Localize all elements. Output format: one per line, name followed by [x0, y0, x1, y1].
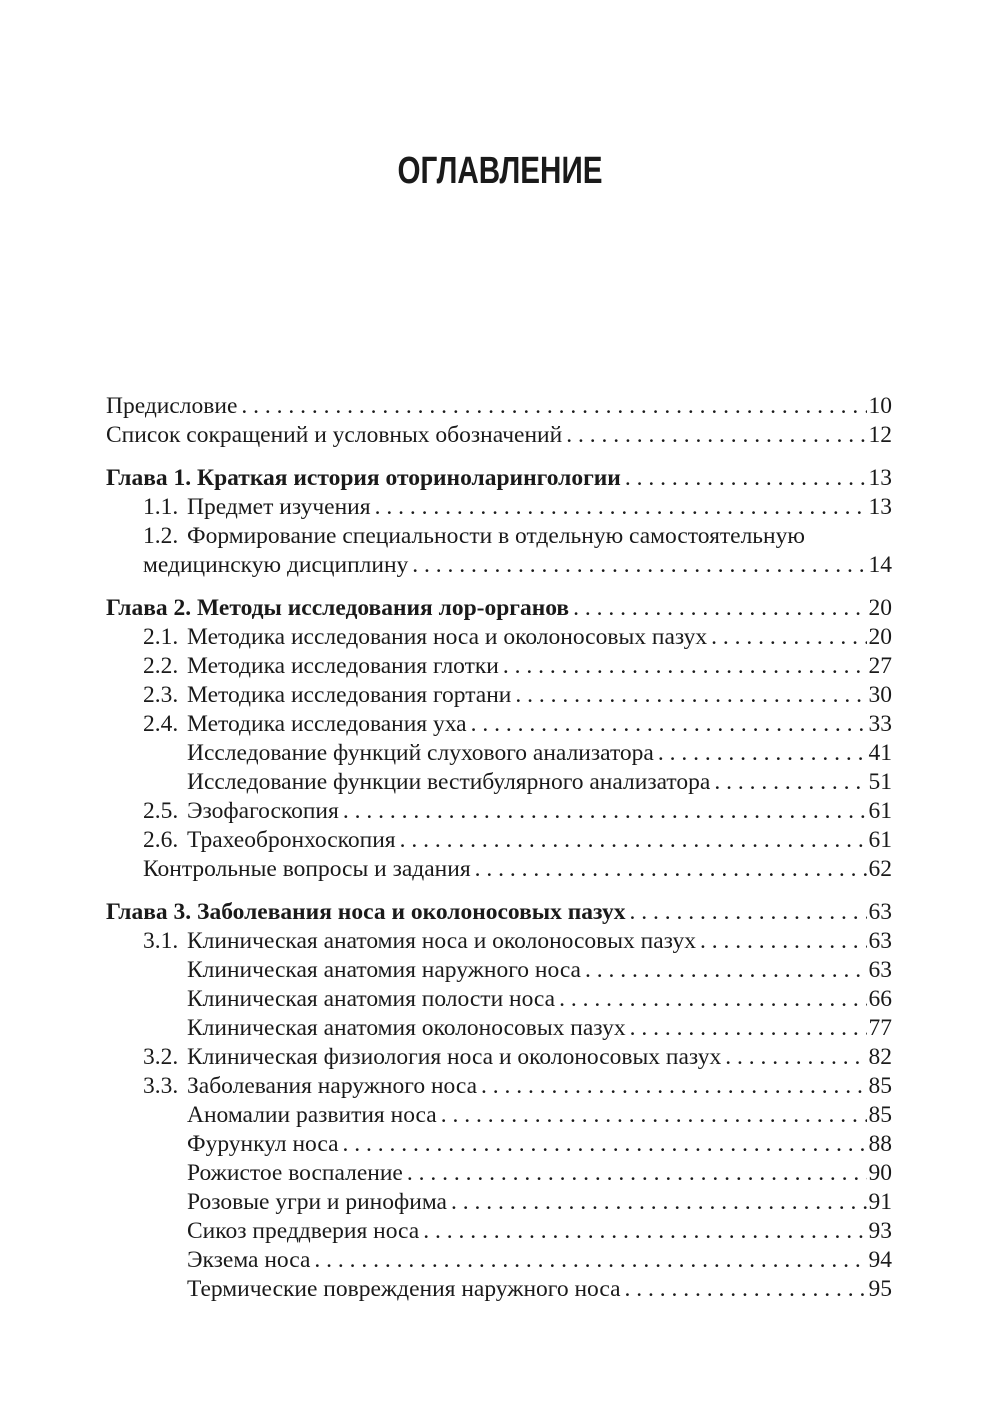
- toc-leader-dots: [555, 985, 866, 1014]
- toc-leader-dots: [511, 681, 866, 710]
- toc-section-number: 1.2.: [143, 523, 179, 549]
- toc-leader-dots: [562, 421, 866, 450]
- toc-page-number: 27: [868, 653, 892, 679]
- toc-leader-dots: [621, 464, 867, 493]
- toc-page-number: 51: [868, 769, 892, 795]
- toc-entry-label: Розовые угри и ринофима: [187, 1189, 447, 1215]
- toc-subsection-3-3-e[interactable]: [106, 1217, 892, 1246]
- toc-section-2-3[interactable]: [106, 681, 892, 710]
- toc-entry-label: Фурункул носа: [187, 1131, 339, 1157]
- toc-section-number: 2.5.: [143, 798, 179, 824]
- toc-subsection-3-3-d[interactable]: [106, 1188, 892, 1217]
- toc-leader-dots: [581, 956, 867, 985]
- toc-section-2-5[interactable]: [106, 797, 892, 826]
- toc-leader-dots: [626, 898, 867, 927]
- toc-section-number: 3.1.: [143, 928, 179, 954]
- toc-entry-label: [143, 652, 499, 681]
- toc-entry-label: Контрольные вопросы и задания: [143, 856, 471, 882]
- toc-page-number: 63: [868, 899, 892, 925]
- table-of-contents: [106, 392, 892, 1304]
- toc-subsection-3-3-f[interactable]: [106, 1246, 892, 1275]
- toc-page-number: 20: [868, 624, 892, 650]
- toc-section-title: Клиническая физиология носа и околоносовых пазух: [187, 1044, 722, 1070]
- toc-page-number: 91: [868, 1189, 892, 1215]
- toc-leader-dots: [721, 1043, 866, 1072]
- toc-leader-dots: [710, 768, 866, 797]
- toc-leader-dots: [654, 739, 867, 768]
- toc-section-title: Предмет изучения: [187, 494, 371, 520]
- toc-leader-dots: [467, 710, 867, 739]
- toc-leader-dots: [447, 1188, 867, 1217]
- toc-section-number: 1.1.: [143, 494, 179, 520]
- toc-chapter-1[interactable]: [106, 464, 892, 493]
- toc-entry-label: Список сокращений и условных обозначений: [106, 422, 563, 448]
- toc-subsection-2-4-b[interactable]: [106, 768, 892, 797]
- toc-chapter-label: Глава 1. Краткая история оториноларингологии: [106, 465, 621, 491]
- toc-page-number: 12: [868, 422, 892, 448]
- toc-leader-dots: [371, 493, 867, 522]
- toc-leader-dots: [477, 1072, 867, 1101]
- toc-leader-dots: [499, 652, 867, 681]
- toc-section-1-2-line2[interactable]: [106, 551, 892, 580]
- toc-entry-label: Клиническая анатомия наружного носа: [187, 957, 581, 983]
- toc-page-number: 93: [868, 1218, 892, 1244]
- toc-subsection-3-3-b[interactable]: [106, 1130, 892, 1159]
- toc-page-number: 13: [868, 494, 892, 520]
- toc-section-2-6[interactable]: [106, 826, 892, 855]
- toc-subsection-3-3-c[interactable]: [106, 1159, 892, 1188]
- toc-entry-label: [143, 681, 511, 710]
- toc-leader-dots: [339, 1130, 867, 1159]
- toc-leader-dots: [237, 392, 866, 421]
- toc-subsection-3-3-a[interactable]: [106, 1101, 892, 1130]
- toc-entry-abbreviations[interactable]: [106, 421, 892, 450]
- toc-section-number: 2.3.: [143, 682, 179, 708]
- toc-section-1-2-line1[interactable]: [106, 522, 892, 551]
- toc-page-number: 82: [868, 1044, 892, 1070]
- page-title: ОГЛАВЛЕНИЕ: [397, 150, 603, 192]
- toc-section-number: 2.1.: [143, 624, 179, 650]
- toc-entry-label: медицинскую дисциплину: [143, 552, 409, 578]
- toc-page-number: 94: [868, 1247, 892, 1273]
- toc-leader-dots: [626, 1014, 867, 1043]
- toc-entry-label: Клиническая анатомия полости носа: [187, 986, 556, 1012]
- toc-leader-dots: [707, 623, 866, 652]
- toc-chapter-3[interactable]: [106, 898, 892, 927]
- toc-page-number: 33: [868, 711, 892, 737]
- toc-page-number: 90: [868, 1160, 892, 1186]
- toc-page-number: 20: [868, 595, 892, 621]
- toc-entry-label: [143, 710, 467, 739]
- toc-entry-label: Сикоз преддверия носа: [187, 1218, 420, 1244]
- toc-page-number: 77: [868, 1015, 892, 1041]
- toc-subsection-3-1-a[interactable]: [106, 956, 892, 985]
- toc-leader-dots: [437, 1101, 867, 1130]
- toc-entry-label: [143, 826, 396, 855]
- toc-subsection-3-1-c[interactable]: [106, 1014, 892, 1043]
- toc-page-number: 30: [868, 682, 892, 708]
- toc-page-number: 66: [868, 986, 892, 1012]
- toc-section-3-2[interactable]: [106, 1043, 892, 1072]
- toc-section-2-2[interactable]: [106, 652, 892, 681]
- toc-page-number: 88: [868, 1131, 892, 1157]
- toc-section-title: Трахеобронхоскопия: [187, 827, 396, 853]
- toc-entry-label: Рожистое воспаление: [187, 1160, 403, 1186]
- toc-section-3-1[interactable]: [106, 927, 892, 956]
- toc-page-number: 14: [868, 552, 892, 578]
- toc-entry-label: Исследование функции вестибулярного анализатора: [187, 769, 711, 795]
- toc-entry-label: Термические повреждения наружного носа: [187, 1276, 621, 1302]
- toc-entry-label: [143, 927, 696, 956]
- toc-section-title: Методика исследования уха: [187, 711, 467, 737]
- toc-subsection-3-1-b[interactable]: [106, 985, 892, 1014]
- toc-chapter-2[interactable]: [106, 594, 892, 623]
- toc-entry-label: [143, 797, 339, 826]
- toc-chapter-label: Глава 3. Заболевания носа и околоносовых пазух: [106, 899, 626, 925]
- toc-leader-dots: [403, 1159, 867, 1188]
- toc-section-2-questions[interactable]: [106, 855, 892, 884]
- toc-page-number: 62: [868, 856, 892, 882]
- toc-section-title: Формирование специальности в отдельную самостоятельную: [187, 523, 805, 549]
- toc-page-number: 61: [868, 798, 892, 824]
- toc-section-number: 3.2.: [143, 1044, 179, 1070]
- toc-entry-label: Исследование функций слухового анализатора: [187, 740, 654, 766]
- toc-section-number: 3.3.: [143, 1073, 179, 1099]
- toc-entry-label: [143, 1072, 477, 1101]
- toc-leader-dots: [339, 797, 867, 826]
- toc-section-title: Методика исследования гортани: [187, 682, 512, 708]
- toc-leader-dots: [696, 927, 867, 956]
- toc-subsection-3-3-g[interactable]: [106, 1275, 892, 1304]
- toc-section-title: Методика исследования носа и околоносовых пазух: [187, 624, 708, 650]
- toc-page-number: 85: [868, 1102, 892, 1128]
- toc-chapter-label: Глава 2. Методы исследования лор-органов: [106, 595, 570, 621]
- toc-leader-dots: [310, 1246, 866, 1275]
- toc-entry-label: Предисловие: [106, 393, 238, 419]
- toc-section-number: 2.4.: [143, 711, 179, 737]
- toc-entry-label: Аномалии развития носа: [187, 1102, 437, 1128]
- toc-page-number: 13: [868, 465, 892, 491]
- toc-page-number: 41: [868, 740, 892, 766]
- toc-leader-dots: [569, 594, 866, 623]
- toc-section-number: 2.6.: [143, 827, 179, 853]
- toc-entry-label: Экзема носа: [187, 1247, 311, 1273]
- toc-section-title: Методика исследования глотки: [187, 653, 499, 679]
- toc-page-number: 10: [868, 393, 892, 419]
- toc-entry-label: [143, 623, 707, 652]
- toc-section-number: 2.2.: [143, 653, 179, 679]
- toc-page-number: 61: [868, 827, 892, 853]
- toc-section-2-1[interactable]: [106, 623, 892, 652]
- toc-leader-dots: [419, 1217, 866, 1246]
- toc-section-3-3[interactable]: [106, 1072, 892, 1101]
- toc-entry-label: Клиническая анатомия околоносовых пазух: [187, 1015, 626, 1041]
- toc-section-title: Эзофагоскопия: [187, 798, 339, 824]
- toc-page-number: 63: [868, 928, 892, 954]
- toc-section-1-1[interactable]: [106, 493, 892, 522]
- toc-page-number: 85: [868, 1073, 892, 1099]
- toc-leader-dots: [408, 551, 866, 580]
- toc-page-number: 95: [868, 1276, 892, 1302]
- toc-page-number: 63: [868, 957, 892, 983]
- toc-subsection-2-4-a[interactable]: [106, 739, 892, 768]
- toc-section-title: Заболевания наружного носа: [187, 1073, 477, 1099]
- toc-section-2-4[interactable]: [106, 710, 892, 739]
- toc-leader-dots: [621, 1275, 867, 1304]
- toc-entry-label: [143, 1043, 721, 1072]
- toc-leader-dots: [396, 826, 867, 855]
- toc-section-title: Клиническая анатомия носа и околоносовых пазух: [187, 928, 696, 954]
- toc-entry-preface[interactable]: [106, 392, 892, 421]
- toc-leader-dots: [471, 855, 867, 884]
- toc-entry-label: [143, 493, 371, 522]
